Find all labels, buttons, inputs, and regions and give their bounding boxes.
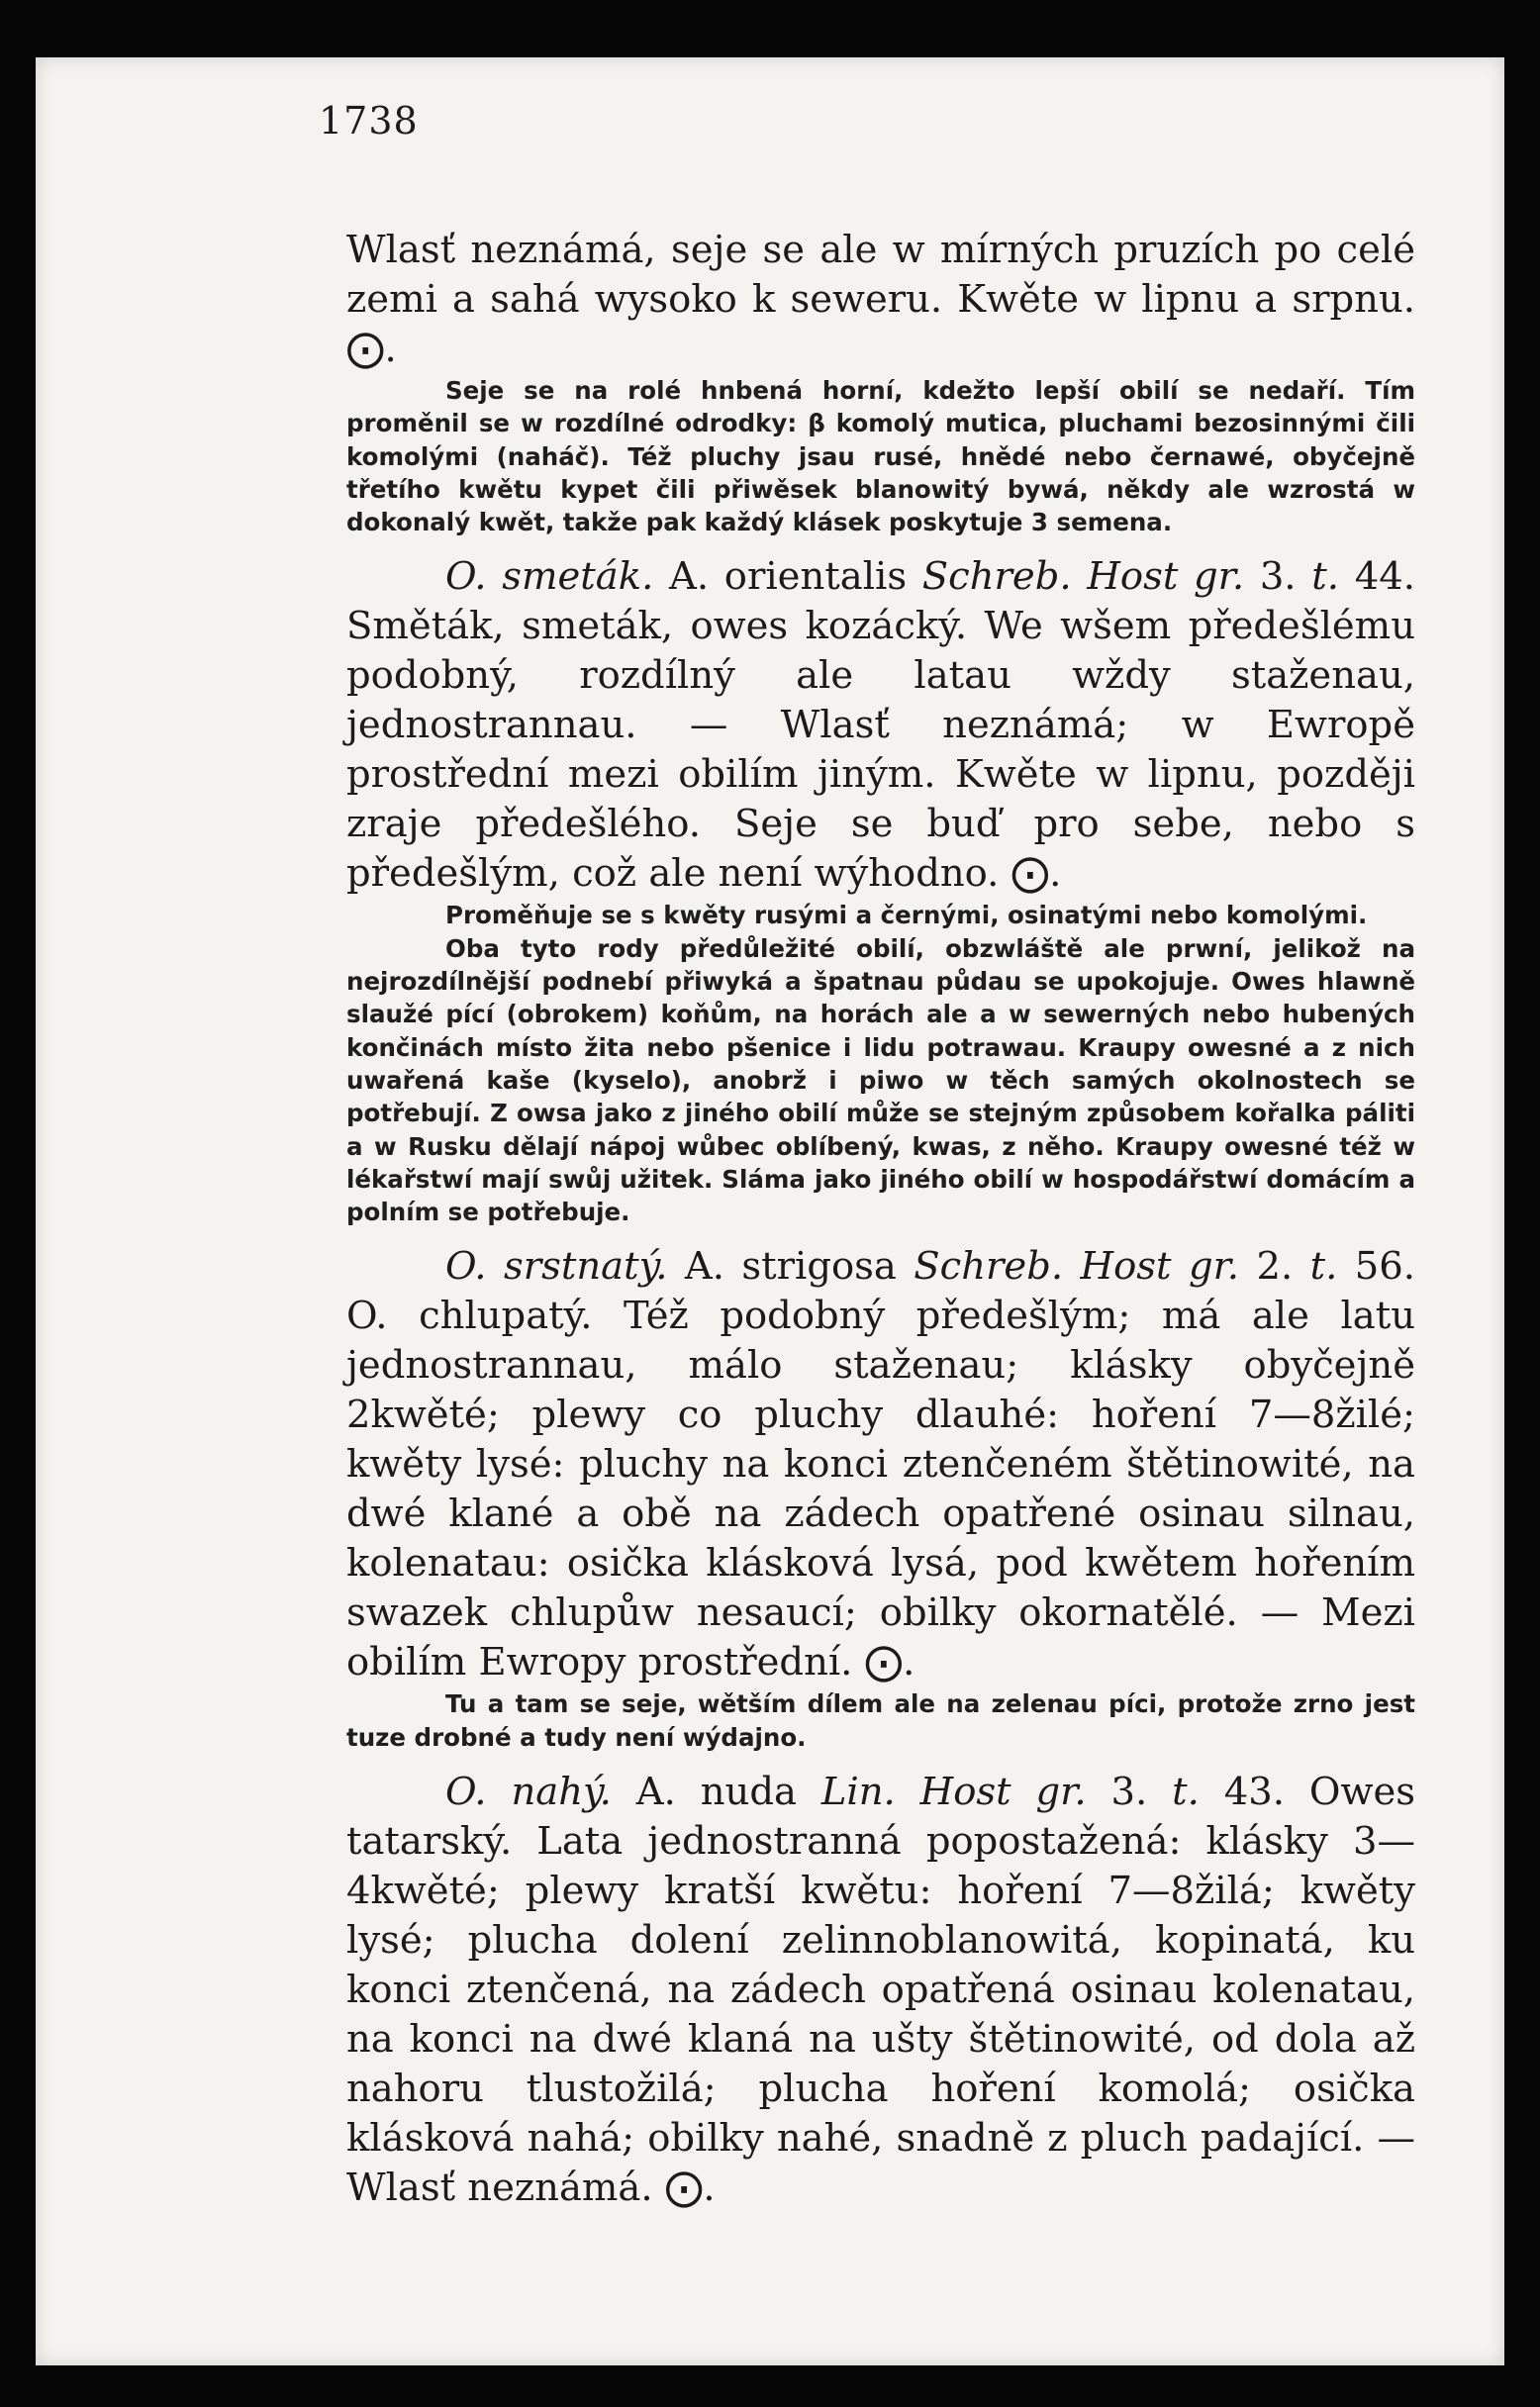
note-uses: Oba tyto rody předůležité obilí, obzwláště ale prwní, jelikož na nejrozdílnější podnebí přiwyká a špatnau půdau se upokojuje. Owes hlawně slaužé pící (obrokem) koňům, na horách ale a w sewerných nebo hubených končinách místo žita nebo pšenice i lidu potrawau. Kraupy owesné a z nich uwařená kaše (kyselo), anobrž i piwo w těch samých okolnostech se potřebují. Z owsa jako z jiného obilí může se stejným způsobem kořalka páliti a w Rusku dělají nápoj wůbec oblíbený, kwas, z něho. Kraupy owesné též w lékařstwí mají swůj užitek. Sláma jako jiného obilí w hospodářstwí domácím a polním se potřebuje. xyxy=(346,933,1415,1227)
entry-t-label: t. xyxy=(1311,554,1339,600)
entry-volume: 3. xyxy=(1259,554,1297,600)
entry-latin-name: A. strigosa xyxy=(684,1244,897,1290)
note-variation: Proměňuje se s kwěty rusými a černými, osinatými nebo komolými. xyxy=(445,901,1368,930)
entry-czech-name: O. srstnatý. xyxy=(445,1244,668,1290)
entry-czech-name: O. smeták. xyxy=(445,554,654,600)
entry-volume: 2. xyxy=(1256,1244,1294,1290)
entry-czech-name: O. nahý. xyxy=(445,1770,612,1815)
note-sowing: Tu a tam se seje, wětším dílem ale na zelenau píci, protože zrno jest tuze drobné a tudy není wýdajno. xyxy=(346,1689,1415,1752)
entry-reference: Host gr. xyxy=(919,1770,1087,1815)
entry-nahy xyxy=(346,1768,1415,2213)
text-column xyxy=(346,226,1415,2213)
entry-t-label: t. xyxy=(1172,1770,1200,1815)
entry-latin-name: A. nuda xyxy=(635,1770,797,1815)
entry-reference: Host gr. xyxy=(1087,554,1245,600)
entry-table: 44. xyxy=(1354,554,1415,600)
entry-smetak xyxy=(346,552,1415,899)
entry-description: O. chlupatý. Též podobný předešlým; má ale latu jednostrannau, málo staženau; klásky obyčejně 2kwěté; plewy co pluchy dlauhé: hoření 7—8žilé; kwěty lysé: pluchy na konci ztenčeném štětinowité, na dwé klané a obě na zádech opatřené osinau silnau, kolenatau: osička klásková lysá, pod kwětem hořením swazek chlupůw nesaucí; obilky okornatělé. — Mezi obilím Ewropy prostřední. ⨀. xyxy=(346,1294,1415,1685)
entry-author: Schreb. xyxy=(921,554,1072,600)
entry-reference: Host gr. xyxy=(1080,1244,1240,1290)
entry-author: Lin. xyxy=(820,1770,896,1815)
entry-author: Schreb. xyxy=(914,1244,1064,1290)
entry-srstnaty xyxy=(346,1242,1415,1687)
note-varieties: Seje se na rolé hnbená horní, kdežto lepší obilí se nedaří. Tím proměnil se w rozdílné odrodky: β komolý mutica, pluchami bezosinnými čili komolými (naháč). Též pluchy jsau rusé, hnědé nebo černawé, obyčejně třetího kwětu kypet čili přiwěsek blanowitý bywá, někdy ale wzrostá w dokonalý kwět, takže pak každý klásek poskytuje 3 semena. xyxy=(346,376,1415,537)
entry-volume: 3. xyxy=(1110,1770,1148,1815)
entry-latin-name: A. orientalis xyxy=(669,554,908,600)
entry-table: 56. xyxy=(1354,1244,1416,1290)
entry-description: Směták, smeták, owes kozácký. We wšem předešlému podobný, rozdílný ale latau wždy staženau, jednostrannau. — Wlasť neznámá; w Ewropě prostřední mezi obilím jiným. Kwěte w lipnu, později zraje předešlého. Seje se buď pro sebe, nebo s předešlým, což ale není wýhodno. ⨀. xyxy=(346,604,1415,897)
page-number: 1738 xyxy=(319,99,419,143)
entry-description: Owes tatarský. Lata jednostranná popostažená: klásky 3—4kwěté; plewy kratší kwětu: hoření 7—8žilá; kwěty lysé; plucha dolení zelinnoblanowitá, kopinatá, ku konci ztenčená, na zádech opatřená osinau kolenatau, na konci na dwé klaná na ušty štětinowité, od dola až nahoru tlustožilá; plucha hoření komolá; osička klásková nahá; obilky nahé, snadně z pluch padající. — Wlasť neznámá. ⨀. xyxy=(346,1770,1415,2211)
entry-table: 43. xyxy=(1223,1770,1286,1815)
entry-t-label: t. xyxy=(1309,1244,1338,1290)
paragraph-habitat: Wlasť neznámá, seje se ale w mírných pruzích po celé zemi a sahá wysoko k seweru. Kwěte w lipnu a srpnu. ⨀. xyxy=(346,228,1415,371)
